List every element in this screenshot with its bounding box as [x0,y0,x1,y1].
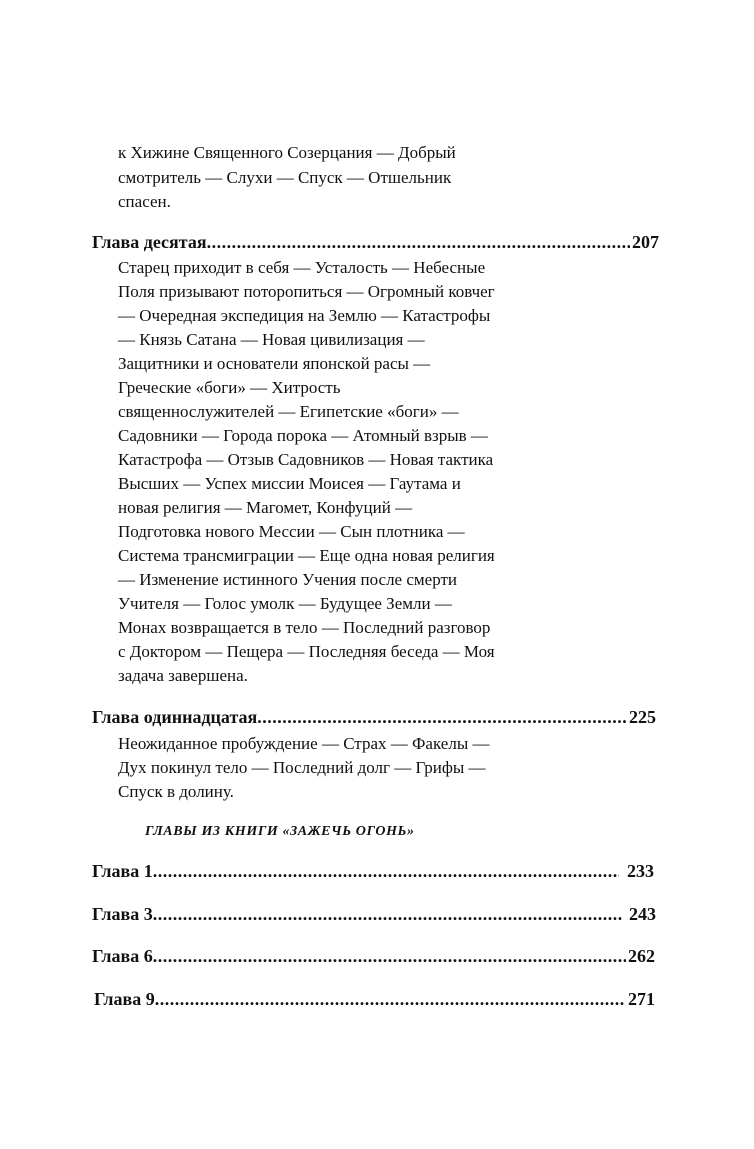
toc-leader-dots [153,903,623,925]
toc-entry-title: Глава 9 [94,989,155,1009]
toc-leader-dots [257,706,627,728]
toc-page-number: 225 [629,707,656,727]
toc-entry-title: Глава одиннадцатая [92,707,258,727]
toc-leader-dots [153,945,626,967]
toc-entry-title: Глава 3 [92,904,153,924]
toc-entry-extra-chapter-9[interactable] [94,988,655,1010]
summary-line: с Доктором — Пещера — Последняя беседа — Моя [118,642,495,661]
intro-line: к Хижине Священного Созерцания — Добрый [118,143,456,162]
toc-leader-dots [155,988,624,1010]
toc-entry-chapter-10[interactable] [92,231,659,253]
summary-line: Защитники и основатели японской расы — [118,354,431,373]
summary-line: — Князь Сатана — Новая цивилизация — [118,330,425,349]
toc-entry-title: Глава десятая [92,232,207,252]
toc-page-number: 233 [627,861,654,881]
summary-line: — Очередная экспедиция на Землю — Катастрофы [118,306,491,325]
intro-line: смотритель — Слухи — Спуск — Отшельник [118,168,452,187]
toc-page-number: 271 [628,989,655,1009]
summary-line: Спуск в долину. [118,782,234,801]
toc-leader-dots [207,231,630,253]
toc-entry-title: Глава 1 [92,861,153,881]
summary-line: Дух покинул тело — Последний долг — Грифы — [118,758,486,777]
summary-line: задача завершена. [118,666,248,685]
toc-entry-extra-chapter-3[interactable] [92,903,656,925]
summary-line: Неожиданное пробуждение — Страх — Факелы — [118,734,490,753]
toc-page-number: 207 [632,232,659,252]
section-heading: ГЛАВЫ ИЗ КНИГИ «ЗАЖЕЧЬ ОГОНЬ» [145,824,415,839]
summary-line: Высших — Успех миссии Моисея — Гаутама и [118,474,461,493]
summary-line: Катастрофа — Отзыв Садовников — Новая тактика [118,450,494,469]
summary-line: Монах возвращается в тело — Последний разговор [118,618,491,637]
toc-entry-extra-chapter-6[interactable] [92,945,655,967]
summary-line: Поля призывают поторопиться — Огромный ковчег [118,282,495,301]
summary-line: священнослужителей — Египетские «боги» — [118,402,459,421]
intro-line: спасен. [118,192,171,211]
toc-entry-title: Глава 6 [92,946,153,966]
summary-line: — Изменение истинного Учения после смерти [118,570,457,589]
toc-entry-extra-chapter-1[interactable] [92,860,654,882]
summary-line: Учителя — Голос умолк — Будущее Земли — [118,594,452,613]
toc-leader-dots [153,860,619,882]
summary-line: Садовники — Города порока — Атомный взрыв — [118,426,488,445]
toc-page-number: 262 [628,946,655,966]
summary-line: Система трансмиграции — Еще одна новая религия [118,546,495,565]
summary-line: новая религия — Магомет, Конфуций — [118,498,413,517]
toc-page-number: 243 [629,904,656,924]
toc-entry-chapter-11[interactable] [92,706,656,728]
summary-line: Греческие «боги» — Хитрость [118,378,341,397]
summary-line: Старец приходит в себя — Усталость — Небесные [118,258,486,277]
summary-line: Подготовка нового Мессии — Сын плотника — [118,522,465,541]
